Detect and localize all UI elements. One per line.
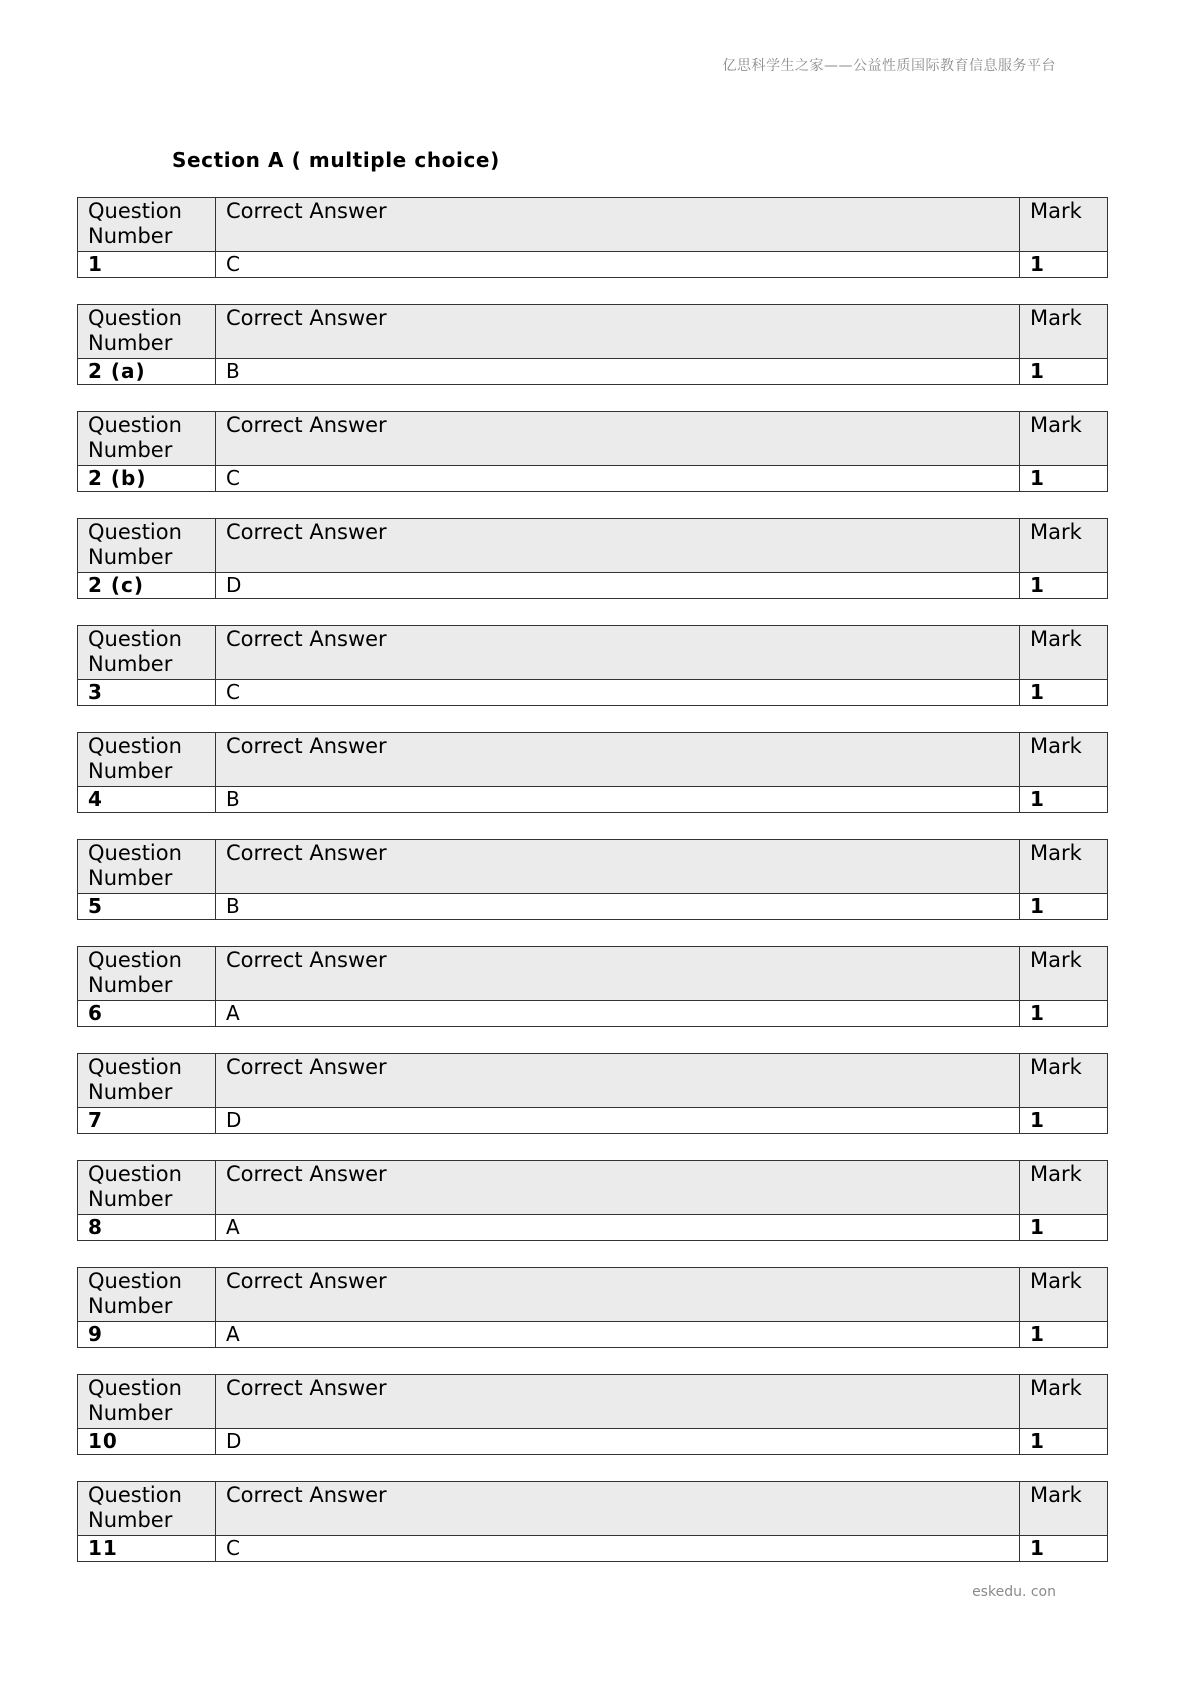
answer-table [77, 946, 1108, 1027]
answer-table [77, 197, 1108, 278]
mark-header: Mark [1020, 733, 1108, 787]
question-number-header: Question Number [78, 1054, 216, 1108]
mark-value: 1 [1020, 1108, 1108, 1134]
mark-header: Mark [1020, 626, 1108, 680]
answer-table [77, 625, 1108, 706]
question-number-header: Question Number [78, 412, 216, 466]
correct-answer-header: Correct Answer [216, 519, 1020, 573]
question-number-header: Question Number [78, 733, 216, 787]
answer-table [77, 518, 1108, 599]
question-number: 4 [78, 787, 216, 813]
page-footer: eskedu. con [972, 1584, 1056, 1600]
mark-value: 1 [1020, 680, 1108, 706]
question-number: 1 [78, 252, 216, 278]
correct-answer-header: Correct Answer [216, 733, 1020, 787]
correct-answer-header: Correct Answer [216, 840, 1020, 894]
mark-header: Mark [1020, 1268, 1108, 1322]
question-number: 2 (a) [78, 359, 216, 385]
answer-table [77, 1053, 1108, 1134]
mark-value: 1 [1020, 1001, 1108, 1027]
correct-answer-header: Correct Answer [216, 1268, 1020, 1322]
correct-answer-header: Correct Answer [216, 412, 1020, 466]
correct-answer: B [216, 359, 1020, 385]
correct-answer: B [216, 894, 1020, 920]
answer-table [77, 411, 1108, 492]
correct-answer-header: Correct Answer [216, 1161, 1020, 1215]
correct-answer: D [216, 1108, 1020, 1134]
mark-header: Mark [1020, 1375, 1108, 1429]
mark-header: Mark [1020, 1482, 1108, 1536]
answer-table [77, 839, 1108, 920]
question-number: 11 [78, 1536, 216, 1562]
table-row [78, 787, 1108, 813]
table-row [78, 1001, 1108, 1027]
correct-answer-header: Correct Answer [216, 626, 1020, 680]
mark-header: Mark [1020, 305, 1108, 359]
question-number-header: Question Number [78, 626, 216, 680]
correct-answer: C [216, 1536, 1020, 1562]
answer-table [77, 1267, 1108, 1348]
answer-table [77, 732, 1108, 813]
mark-value: 1 [1020, 252, 1108, 278]
question-number: 2 (b) [78, 466, 216, 492]
table-row [78, 1108, 1108, 1134]
question-number: 5 [78, 894, 216, 920]
question-number-header: Question Number [78, 1268, 216, 1322]
correct-answer-header: Correct Answer [216, 1375, 1020, 1429]
correct-answer: A [216, 1215, 1020, 1241]
question-number: 8 [78, 1215, 216, 1241]
mark-header: Mark [1020, 840, 1108, 894]
question-number-header: Question Number [78, 1482, 216, 1536]
table-row [78, 359, 1108, 385]
page-header: 亿思科学生之家——公益性质国际教育信息服务平台 [722, 58, 1056, 74]
mark-value: 1 [1020, 1536, 1108, 1562]
correct-answer-header: Correct Answer [216, 1482, 1020, 1536]
question-number-header: Question Number [78, 1375, 216, 1429]
mark-value: 1 [1020, 359, 1108, 385]
answer-table [77, 1374, 1108, 1455]
table-row [78, 1322, 1108, 1348]
table-row [78, 1536, 1108, 1562]
table-row [78, 680, 1108, 706]
correct-answer: C [216, 252, 1020, 278]
question-number-header: Question Number [78, 198, 216, 252]
mark-value: 1 [1020, 787, 1108, 813]
mark-value: 1 [1020, 573, 1108, 599]
answer-table [77, 1481, 1108, 1562]
correct-answer: A [216, 1001, 1020, 1027]
mark-header: Mark [1020, 519, 1108, 573]
table-row [78, 1429, 1108, 1455]
question-number-header: Question Number [78, 840, 216, 894]
section-title: Section A ( multiple choice) [172, 148, 500, 172]
table-row [78, 1215, 1108, 1241]
table-row [78, 252, 1108, 278]
question-number: 7 [78, 1108, 216, 1134]
correct-answer-header: Correct Answer [216, 1054, 1020, 1108]
question-number: 10 [78, 1429, 216, 1455]
correct-answer: D [216, 1429, 1020, 1455]
mark-header: Mark [1020, 1161, 1108, 1215]
answer-table [77, 1160, 1108, 1241]
mark-value: 1 [1020, 1429, 1108, 1455]
mark-value: 1 [1020, 894, 1108, 920]
question-number: 3 [78, 680, 216, 706]
mark-header: Mark [1020, 412, 1108, 466]
answer-table [77, 304, 1108, 385]
correct-answer-header: Correct Answer [216, 305, 1020, 359]
correct-answer: A [216, 1322, 1020, 1348]
mark-value: 1 [1020, 1215, 1108, 1241]
question-number: 9 [78, 1322, 216, 1348]
question-number-header: Question Number [78, 1161, 216, 1215]
mark-value: 1 [1020, 1322, 1108, 1348]
correct-answer: B [216, 787, 1020, 813]
correct-answer: D [216, 573, 1020, 599]
table-row [78, 466, 1108, 492]
mark-value: 1 [1020, 466, 1108, 492]
mark-header: Mark [1020, 1054, 1108, 1108]
correct-answer-header: Correct Answer [216, 198, 1020, 252]
table-row [78, 573, 1108, 599]
question-number: 6 [78, 1001, 216, 1027]
mark-header: Mark [1020, 947, 1108, 1001]
correct-answer: C [216, 680, 1020, 706]
question-number-header: Question Number [78, 947, 216, 1001]
question-number-header: Question Number [78, 305, 216, 359]
table-row [78, 894, 1108, 920]
question-number-header: Question Number [78, 519, 216, 573]
correct-answer-header: Correct Answer [216, 947, 1020, 1001]
question-number: 2 (c) [78, 573, 216, 599]
correct-answer: C [216, 466, 1020, 492]
answer-tables [77, 197, 1107, 1588]
mark-header: Mark [1020, 198, 1108, 252]
